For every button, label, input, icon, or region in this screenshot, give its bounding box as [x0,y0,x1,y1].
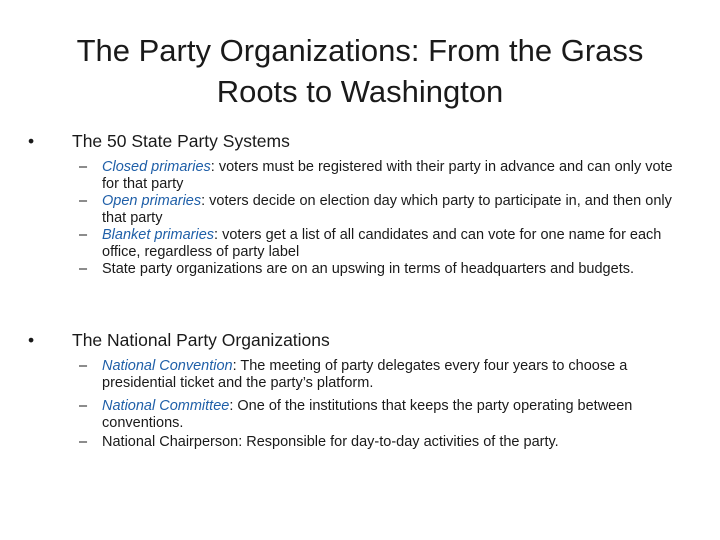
dash-icon: – [79,227,88,243]
state-party-sub-list [79,159,689,295]
dash-icon: – [79,434,88,450]
list-item [79,261,689,295]
item-text: : voters get a list of all candidates and can vote for one name for each office, regardless of party label [102,227,662,260]
item-text: : voters must be registered with their party in advance and can only vote for that party [102,159,673,192]
term-blanket-primaries: Blanket primaries [102,227,215,243]
dash-icon: – [79,193,88,209]
term-national-committee: National Committee [102,398,230,414]
section-heading: The 50 State Party Systems [72,131,290,151]
term-open-primaries: Open primaries [102,193,202,209]
section-heading: The National Party Organizations [72,330,330,350]
term-national-convention: National Convention [102,358,233,374]
dash-icon: – [79,358,88,374]
term-closed-primaries: Closed primaries [102,159,211,175]
bullet-icon: • [28,131,35,151]
dash-icon: – [79,261,88,277]
bullet-icon: • [28,330,35,350]
item-text: State party organizations are on an upswing in terms of headquarters and budgets. [102,261,634,277]
list-item [79,159,689,193]
item-text: : The meeting of party delegates every four years to choose a presidential ticket and the party’s platform. [102,358,628,391]
list-item [79,227,689,261]
list-item [79,398,689,434]
item-text: National Chairperson: Responsible for day-to-day activities of the party. [102,434,559,450]
dash-icon: – [79,159,88,175]
item-text: : One of the institutions that keeps the party operating between conventions. [102,398,633,431]
list-item [79,193,689,227]
national-party-sub-list [79,358,689,454]
list-item [79,434,689,454]
item-text: : voters decide on election day which party to participate in, and then only that party [102,193,672,226]
dash-icon: – [79,398,88,414]
slide-title: The Party Organizations: From the Grass Roots to Washington [76,33,644,109]
list-item [79,358,689,398]
